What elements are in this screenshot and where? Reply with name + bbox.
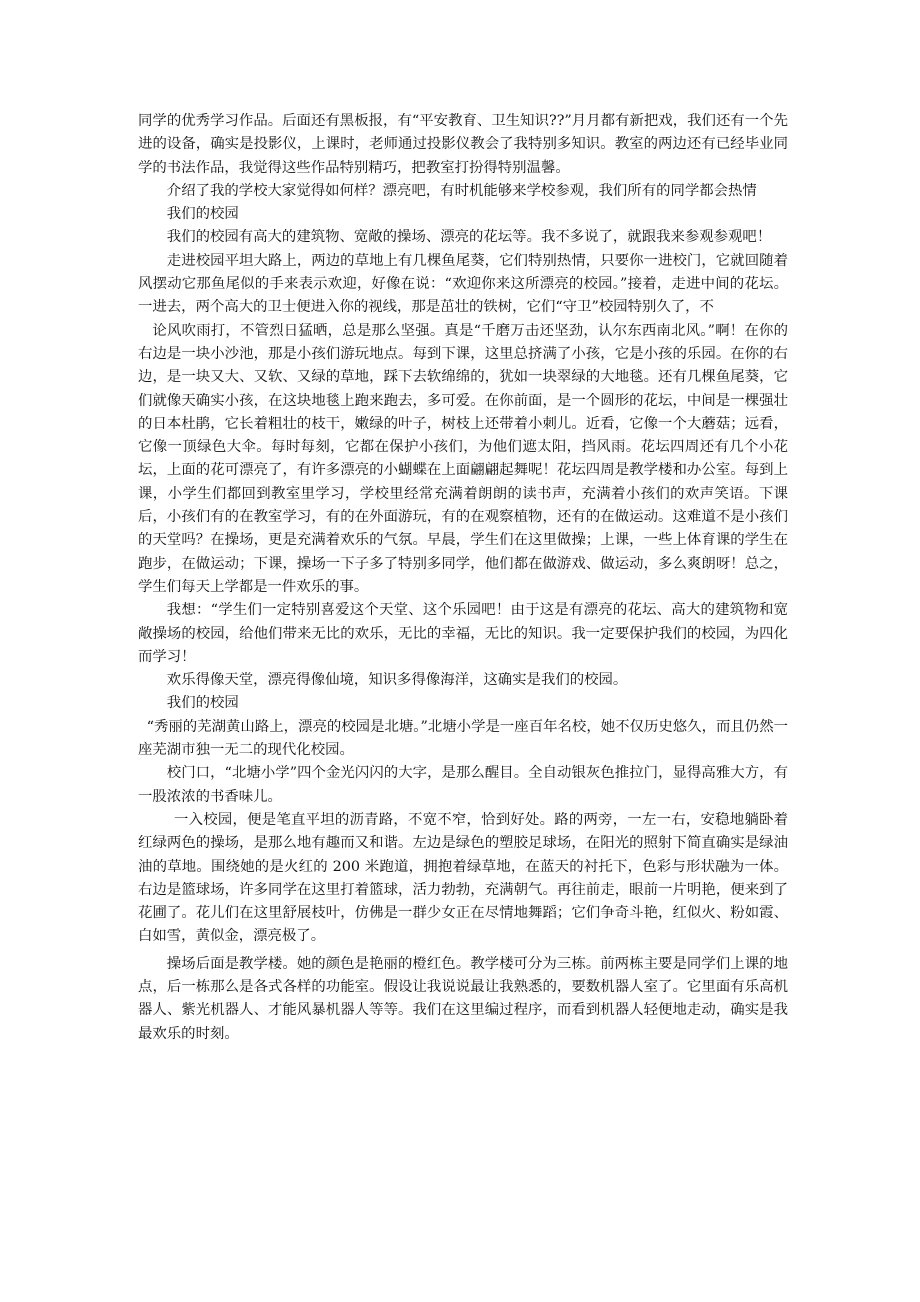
section-heading: 我们的校园: [166, 695, 239, 712]
paragraph: 论风吹雨打，不管烈日猛晒，总是那么坚强。真是“千磨万击还坚劲，认尔东西南北风。”啊！在你的右边是一块小沙池，那是小孩们游玩地点。每到下课，这里总挤满了小孩，它是小孩的乐园。在你的右边，是一块又大、又软、又绿的草地，踩下去软绵绵的，犹如一块翠绿的大地毯。还有几棵鱼尾葵，它们就像天确实小孩，在这块地毯上跑来跑去，多可爱。在你前面，是一个圆形的花坛，中间是一棵强壮的日本杜鹃，它长着粗壮的枝干，嫩绿的叶子，树枝上还带着小刺儿。近看，它像一个大蘑菇；远看，它像一顶绿色大伞。每时每刻，它都在保护小孩们，为他们遮太阳，挡风雨。花坛四周还有几个小花坛，上面的花可漂亮了，有许多漂亮的小蝴蝶在上面翩翩起舞呢！花坛四周是教学楼和办公室。每到上课，小学生们都回到教室里学习，学校里经常充满着朗朗的读书声，充满着小孩们的欢声笑语。下课后，小孩们有的在教室学习，有的在外面游玩，有的在观察植物，还有的在做运动。这难道不是小孩们的天堂吗？在操场，更是充满着欢乐的气氛。早晨，学生们在这里做操；上课，一些上体育课的学生在跑步，在做运动；下课，操场一下子多了特别多同学，他们都在做游戏、做运动，多么爽朗呀！总之，学生们每天上学都是一件欢乐的事。: [138, 322, 788, 595]
paragraph: “秀丽的芜湖黄山路上，漂亮的校园是北塘。”北塘小学是一座百年名校，她不仅历史悠久，而且仍然一座芜湖市独一无二的现代化校园。: [138, 718, 788, 759]
paragraph: 走进校园平坦大路上，两边的草地上有几棵鱼尾葵，它们特别热情，只要你一进校门，它就回随着风摆动它那鱼尾似的手来表示欢迎，好像在说：“欢迎你来这所漂亮的校园。”接着，走进中间的花坛。一进去，两个高大的卫士便进入你的视线，那是茁壮的铁树，它们“守卫”校园特别久了，不: [138, 252, 788, 316]
paragraph: 欢乐得像天堂，漂亮得像仙境，知识多得像海洋，这确实是我们的校园。: [166, 672, 628, 689]
paragraph: 同学的优秀学习作品。后面还有黑板报，有“平安教育、卫生知识??”月月都有新把戏，我们还有一个先进的设备，确实是投影仪，上课时，老师通过投影仪教会了我特别多知识。教室的两边还有已经毕业同学的书法作品，我觉得这些作品特别精巧，把教室打扮得特别温馨。: [138, 113, 788, 176]
paragraph: 校门口，“北塘小学”四个金光闪闪的大字，是那么醒目。全自动银灰色推拉门，显得高雅大方，有一股浓浓的书香味儿。: [138, 765, 788, 805]
paragraph: 我们的校园有高大的建筑物、宽敞的操场、漂亮的花坛等。我不多说了，就跟我来参观参观吧！: [166, 229, 772, 246]
paragraph: 一入校园，便是笔直平坦的沥青路，不宽不窄，恰到好处。路的两旁，一左一右，安稳地躺卧着红绿两色的操场，是那么地有趣而又和谐。左边是绿色的塑胶足球场，在阳光的照射下简直确实是绿油油的草地。围绕她的是火红的 200 米跑道，拥抱着绿草地，在蓝天的衬托下，色彩与形状融为一体。右边是篮球场，许多同学在这里打着篮球，活力勃勃，充满朝气。再往前走，眼前一片明艳，便来到了花圃了。花儿们在这里舒展枝叶，仿佛是一群少女正在尽情地舞蹈；它们争奇斗艳，红似火、粉如霞、白如雪，黄似金，漂亮极了。: [138, 811, 788, 945]
paragraph: 介绍了我的学校大家觉得如何样？漂亮吧，有时机能够来学校参观，我们所有的同学都会热情: [166, 182, 757, 199]
paragraph: 操场后面是教学楼。她的颜色是艳丽的橙红色。教学楼可分为三栋。前两栋主要是同学们上课的地点，后一栋那么是各式各样的功能室。假设让我说说最让我熟悉的，要数机器人室了。它里面有乐高机器人、紫光机器人、才能风暴机器人等等。我们在这里编过程序，而看到机器人轻便地走动，确实是我最欢乐的时刻。: [138, 955, 788, 1042]
section-heading: 我们的校园: [166, 206, 239, 223]
document-body: [138, 110, 788, 1046]
paragraph: 我想：“学生们一定特别喜爱这个天堂、这个乐园吧！由于这是有漂亮的花坛、高大的建筑物和宽敞操场的校园，给他们带来无比的欢乐，无比的幸福，无比的知识。我一定要保护我们的校园，为四化而学习！: [138, 602, 788, 665]
